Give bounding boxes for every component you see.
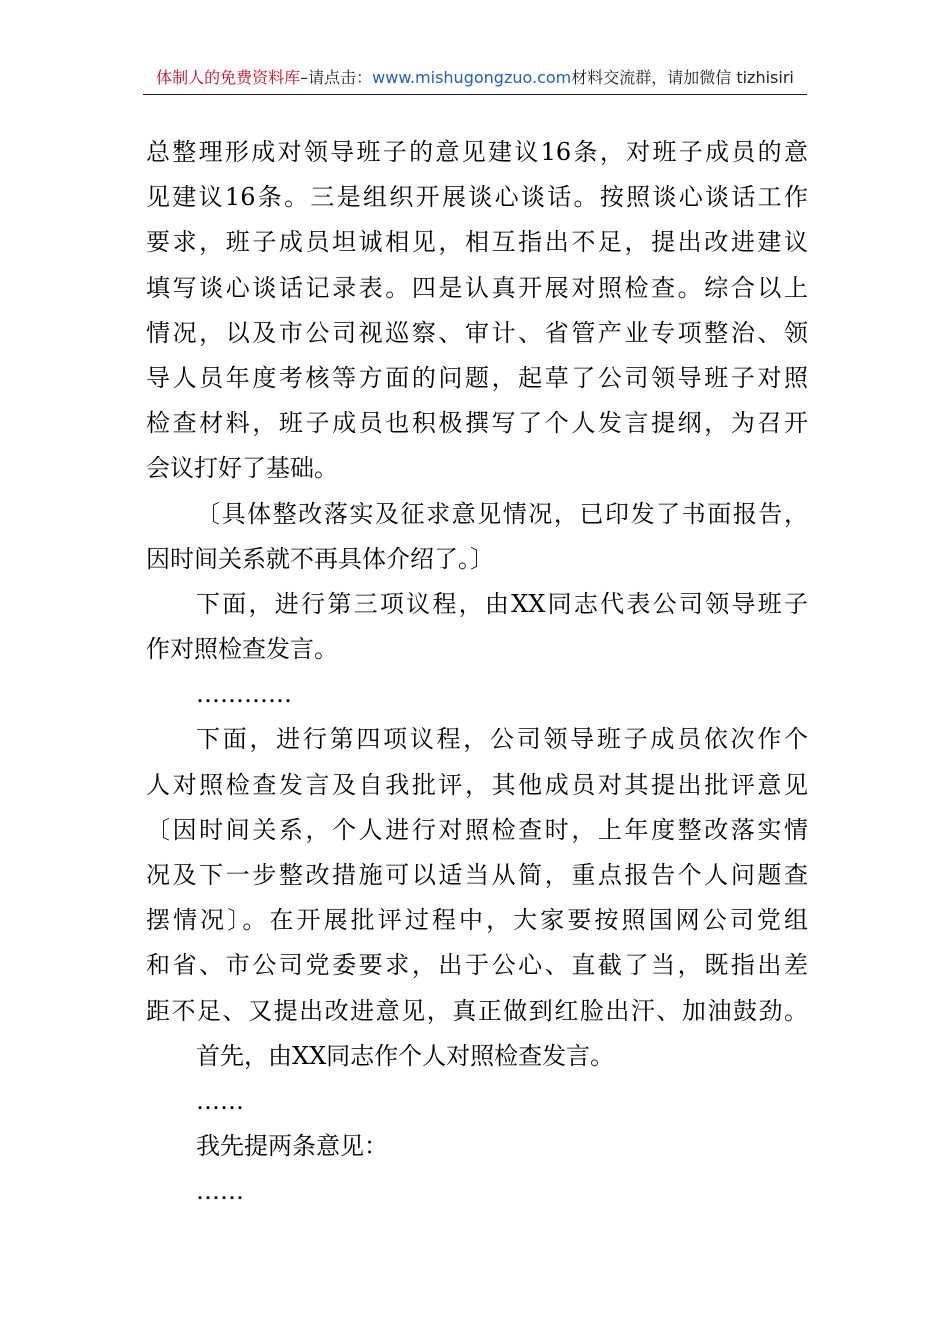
- body-line: 〔具体整改落实及征求意见情况，已印发了书面报告，: [196, 499, 808, 528]
- body-line: 况及下一步整改措施可以适当从简，重点报告个人问题查: [146, 861, 808, 889]
- body-line: 距不足、又提出改进意见，真正做到红脸出汗、加油鼓劲。: [146, 996, 808, 1025]
- body-line: 要求，班子成员坦诚相见，相互指出不足，提出改进建议: [146, 228, 808, 257]
- header-wechat-note: 材料交流群，请加微信 tizhisiri: [571, 68, 794, 87]
- body-line: 检查材料，班子成员也积极撰写了个人发言提纲，为召开: [146, 409, 808, 438]
- header-brand: 体制人的免费资料库: [156, 68, 301, 87]
- body-line: 〔因时间关系，个人进行对照检查时，上年度整改落实情: [146, 815, 808, 844]
- body-line: 因时间关系就不再具体介绍了。〕: [146, 544, 494, 573]
- body-line: 导人员年度考核等方面的问题，起草了公司领导班子对照: [146, 363, 808, 392]
- body-line: 首先，由XX同志作个人对照检查发言。: [196, 1041, 615, 1070]
- body-line: 见建议16条。三是组织开展谈心谈话。按照谈心谈话工作: [146, 183, 808, 212]
- body-line: 填写谈心谈话记录表。四是认真开展对照检查。综合以上: [146, 273, 808, 302]
- body-line: 摆情况〕。在开展批评过程中，大家要按照国网公司党组: [146, 906, 808, 935]
- body-line: ……: [196, 1177, 244, 1206]
- body-line: 下面，进行第三项议程，由XX同志代表公司领导班子: [196, 589, 808, 618]
- body-line: …………: [196, 680, 292, 709]
- body-line: 我先提两条意见：: [196, 1132, 388, 1161]
- header-prompt: –请点击：: [300, 68, 373, 87]
- body-line: 和省、市公司党委要求，出于公心、直截了当，既指出差: [146, 951, 808, 980]
- header-link[interactable]: www.mishugongzuo.com: [372, 68, 572, 87]
- page-header: [143, 62, 807, 95]
- body-line: 情况，以及市公司视巡察、审计、省管产业专项整治、领: [146, 318, 808, 347]
- body-line: 作对照检查发言。: [146, 635, 338, 664]
- body-line: ……: [196, 1086, 244, 1115]
- body-line: 会议打好了基础。: [146, 454, 338, 483]
- body-line: 下面，进行第四项议程，公司领导班子成员依次作个: [196, 725, 808, 754]
- body-line: 人对照检查发言及自我批评，其他成员对其提出批评意见: [146, 770, 808, 799]
- document-body: [146, 130, 808, 1215]
- body-line: 总整理形成对领导班子的意见建议16条，对班子成员的意: [146, 138, 808, 166]
